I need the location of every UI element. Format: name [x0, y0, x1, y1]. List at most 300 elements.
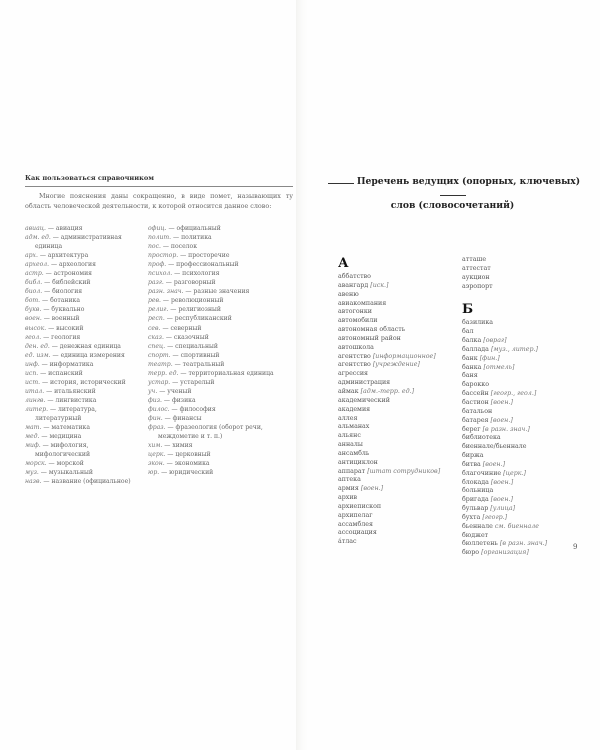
abbreviation-entry: религ. — религиозный	[148, 306, 221, 314]
abbreviation-entry: сев. — северный	[148, 324, 202, 332]
abbreviation: исп.	[25, 369, 39, 377]
abbreviation: терр. ед.	[148, 369, 179, 377]
word: бал	[462, 328, 474, 336]
word-entry	[338, 406, 463, 415]
word: аллея	[338, 414, 358, 422]
word-note: [воен.]	[360, 485, 384, 493]
abbreviation-entry: бот. — ботаника	[25, 297, 80, 305]
abbreviation-entry: простор. — просторечие	[148, 252, 230, 260]
word: автошкола	[338, 343, 374, 351]
word-entry	[338, 326, 463, 335]
word-entry	[338, 300, 463, 309]
word: агентство	[338, 361, 371, 369]
word-entry	[462, 355, 592, 364]
word-entry	[462, 523, 592, 532]
word: ансамбль	[338, 449, 370, 457]
abbreviation-meaning: музыкальный	[48, 469, 93, 477]
word-entry	[462, 434, 592, 443]
word-entry	[462, 346, 592, 355]
word-entry	[462, 470, 592, 479]
word-entry	[462, 505, 592, 514]
abbreviation: сев.	[148, 324, 161, 332]
abbreviation-entry: церк. — церковный	[148, 451, 211, 459]
abbreviation-entry: разг. — разговорный	[148, 279, 216, 287]
abbreviation: воен.	[25, 315, 42, 323]
word: ассоциация	[338, 529, 377, 537]
abbreviation-entry: авиац. — авиация	[25, 225, 83, 232]
abbreviation-meaning: военный	[51, 315, 80, 323]
abbreviation: проф.	[148, 261, 167, 269]
abbreviation-meaning: разговорный	[173, 279, 216, 287]
abbreviation-meaning: ботаника	[50, 297, 80, 305]
word-note: [геогр., геол.]	[490, 390, 537, 398]
abbreviation-entry: проф. — профессиональный	[148, 261, 239, 269]
abbreviation-meaning: психология	[182, 270, 220, 278]
word: аттестат	[462, 264, 491, 272]
word: берег	[462, 425, 481, 433]
word-entry	[338, 388, 463, 397]
abbreviation-entry: спец. — специальный	[148, 342, 218, 350]
abbreviation-meaning: археология	[59, 261, 96, 269]
word-entry	[462, 283, 592, 292]
page-number: 9	[573, 543, 578, 551]
abbreviation-meaning: библейский	[52, 279, 91, 287]
abbreviation-meaning: разные значения	[193, 288, 250, 296]
abbreviation: астр.	[25, 270, 44, 278]
word-entry	[338, 317, 463, 326]
abbreviation: простор.	[148, 252, 179, 260]
abbreviation-meaning: спортивный	[180, 351, 220, 359]
abbreviation-meaning: финансы	[172, 414, 202, 422]
abbreviation-entry: инф. — информатика	[25, 360, 94, 368]
abbreviation-entry: лингв. — лингвистика	[25, 396, 97, 404]
header-rule	[25, 186, 293, 187]
word: альянс	[338, 432, 361, 440]
word-entry	[462, 328, 592, 337]
abbreviation-entry: назв. — название (официальное)	[25, 478, 131, 486]
section-a-continued-list	[462, 256, 592, 291]
abbreviation-meaning: единица измерения	[60, 351, 125, 359]
word-entry	[338, 450, 463, 459]
word: академический	[338, 396, 390, 404]
title-line-2: слов (словосочетаний)	[390, 200, 515, 211]
word-entry	[462, 417, 592, 426]
abbreviation: миф.	[25, 442, 41, 450]
word: áтлас	[338, 538, 357, 546]
abbreviation-meaning: фразеология (оборот речи, междометие и т. п.)	[158, 424, 263, 441]
abbreviation-entry: хим. — химия	[148, 442, 193, 450]
abbreviation-meaning: математика	[51, 424, 90, 432]
abbreviation: мат.	[25, 424, 42, 432]
abbreviation: филос.	[148, 405, 170, 413]
abbreviation-meaning: денежная единица	[59, 342, 121, 350]
word: авиакомпания	[338, 299, 387, 307]
word-entry	[462, 319, 592, 328]
word: архиепископ	[338, 502, 382, 510]
abbreviation-entry: физ. — физика	[148, 396, 196, 404]
abbreviation: геол.	[25, 333, 42, 341]
word: банк	[462, 354, 478, 362]
abbreviation-entry: библ. — библейский	[25, 279, 91, 287]
abbreviation: разн. знач.	[148, 288, 184, 296]
abbreviation-entry: рев. — революционный	[148, 297, 224, 305]
word-column-2	[462, 256, 592, 558]
page-title	[315, 176, 590, 212]
word-entry	[338, 468, 463, 477]
abbreviation-meaning: экономика	[174, 460, 210, 468]
word: ассамблея	[338, 520, 373, 528]
abbreviation-meaning: испанский	[48, 369, 83, 377]
abbreviation-meaning: архитектура	[47, 252, 89, 260]
abbreviation: лингв.	[25, 396, 46, 404]
word-entry	[338, 370, 463, 379]
abbreviation-entry: ист. — история, исторический	[25, 378, 126, 386]
word-entry	[462, 381, 592, 390]
abbreviation-entry: литер. — литература, литературный	[25, 405, 97, 422]
word: банка	[462, 363, 482, 371]
word-entry	[338, 379, 463, 388]
abbreviation: биол.	[25, 288, 43, 296]
word-note: [организация]	[481, 549, 529, 557]
abbreviation-meaning: революционный	[170, 297, 224, 305]
abbreviation-meaning: поселок	[170, 243, 198, 251]
abbreviation-entry: офиц. — официальный	[148, 225, 221, 232]
word: аукцион	[462, 273, 490, 281]
word: архив	[338, 494, 358, 502]
word-entry	[462, 426, 592, 435]
word-note: [овраг]	[483, 337, 507, 345]
word-entry	[462, 399, 592, 408]
word: автономная область	[338, 326, 406, 334]
abbreviation: морск.	[25, 460, 47, 468]
word-entry	[462, 487, 592, 496]
abbreviation: арх.	[25, 252, 38, 260]
word: авеню	[338, 290, 359, 298]
word-note: [в разн. знач.]	[499, 540, 548, 548]
word-entry	[338, 273, 463, 282]
abbreviation-meaning: итальянский	[54, 387, 96, 395]
abbreviation-entry: мед. — медицина	[25, 433, 82, 441]
abbreviation-meaning: литература, литературный	[35, 405, 97, 422]
word-entry	[338, 485, 463, 494]
word-entry	[338, 476, 463, 485]
abbreviation: пос.	[148, 243, 161, 251]
word-note: [муз., литер.]	[490, 345, 538, 353]
word: бьеннале	[462, 522, 493, 530]
word-entry	[462, 479, 592, 488]
abbreviation-entry: исп. — испанский	[25, 369, 83, 377]
abbreviation-meaning: ученый	[167, 387, 192, 395]
abbreviation-entry: археол. — археология	[25, 261, 96, 269]
abbreviation-entry: фин. — финансы	[148, 414, 202, 422]
word: бульвар	[462, 505, 489, 513]
abbreviation-meaning: религиозный	[178, 306, 221, 314]
word: авангард	[338, 281, 369, 289]
abbreviation-entry: спорт. — спортивный	[148, 351, 220, 359]
abbreviation-entry: устар. — устарелый	[148, 378, 215, 386]
word: бастион	[462, 398, 489, 406]
word: блокада	[462, 478, 489, 486]
word: барокко	[462, 381, 490, 389]
word-entry	[338, 291, 463, 300]
abbreviation: адм. ед.	[25, 234, 51, 242]
abbreviation: уч.	[148, 387, 158, 395]
word: агрессия	[338, 370, 369, 378]
abbreviation-entry: полит. — политика	[148, 234, 212, 242]
word: базилика	[462, 319, 494, 327]
word: автономный район	[338, 334, 401, 342]
word-column-1	[338, 255, 463, 547]
word-entry	[338, 344, 463, 353]
word: биеннале/бьеннале	[462, 443, 527, 451]
word-entry	[338, 529, 463, 538]
word: агентство	[338, 352, 371, 360]
abbreviation-entry: мат. — математика	[25, 424, 90, 432]
word-entry	[338, 441, 463, 450]
abbreviation-meaning: геология	[51, 333, 81, 341]
abbreviations-column-1	[25, 224, 145, 486]
abbreviation-entry: пос. — поселок	[148, 243, 198, 251]
abbreviation-meaning: просторечие	[188, 252, 230, 260]
abbreviation-meaning: театральный	[182, 360, 225, 368]
abbreviation: церк.	[148, 451, 166, 459]
abbreviation-meaning: название (официальное)	[51, 478, 131, 486]
word-entry	[338, 282, 463, 291]
word-entry	[338, 538, 463, 547]
abbreviation-meaning: буквально	[51, 306, 85, 314]
word: атташе	[462, 256, 487, 263]
abbreviation: разг.	[148, 279, 164, 287]
word-entry	[338, 335, 463, 344]
abbreviation-meaning: морской	[56, 460, 84, 468]
abbreviation-entry: морск. — морской	[25, 460, 84, 468]
word-entry	[338, 521, 463, 530]
abbreviation: назв.	[25, 478, 42, 486]
abbreviation-entry: разн. знач. — разные значения	[148, 288, 250, 296]
abbreviation: литер.	[25, 405, 49, 413]
abbreviation: психол.	[148, 270, 173, 278]
abbreviation-entry: геол. — геология	[25, 333, 81, 341]
abbreviation-meaning: церковный	[175, 451, 211, 459]
word: балка	[462, 337, 482, 345]
word-entry	[462, 532, 592, 541]
abbreviation-meaning: административная единица	[35, 234, 122, 251]
section-b-list	[462, 319, 592, 558]
abbreviation-entry: филос. — философия	[148, 405, 216, 413]
abbreviation-meaning: высокий	[56, 324, 84, 332]
abbreviation-entry: муз. — музыкальный	[25, 469, 93, 477]
abbreviation-meaning: биология	[52, 288, 83, 296]
word: автогонки	[338, 308, 372, 316]
abbreviation: авиац.	[25, 225, 46, 232]
word-entry	[338, 361, 463, 370]
word-entry	[338, 397, 463, 406]
title-rule-left	[328, 183, 354, 184]
word: баллада	[462, 345, 489, 353]
abbreviation: экон.	[148, 460, 165, 468]
abbreviation-entry: биол. — биология	[25, 288, 83, 296]
word: батальон	[462, 407, 493, 415]
abbreviation: устар.	[148, 378, 171, 386]
abbreviation-entry: адм. ед. — административная единица	[25, 234, 122, 251]
word-entry	[462, 408, 592, 417]
abbreviation-meaning: информатика	[49, 360, 94, 368]
word: благочиние	[462, 469, 502, 477]
word-entry	[338, 494, 463, 503]
abbreviation: бот.	[25, 297, 41, 305]
word: аптека	[338, 476, 361, 484]
letter-heading-b: Б	[462, 302, 474, 318]
word-entry	[462, 461, 592, 470]
word: больница	[462, 487, 494, 495]
word: бюллетень	[462, 540, 498, 548]
word-entry	[462, 274, 592, 283]
abbreviation-entry: итал. — итальянский	[25, 387, 96, 395]
abbreviation-entry: букв. — буквально	[25, 306, 85, 314]
abbreviation: итал.	[25, 387, 45, 395]
word-entry	[462, 265, 592, 274]
abbreviation: полит.	[148, 234, 172, 242]
word-entry	[338, 423, 463, 432]
abbreviation: спорт.	[148, 351, 171, 359]
abbreviation-entry: арх. — архитектура	[25, 252, 89, 260]
abbreviation-meaning: химия	[172, 442, 193, 450]
abbreviation-meaning: юридический	[169, 469, 214, 477]
word-note: см. биеннале	[494, 522, 540, 530]
abbreviation: инф.	[25, 360, 40, 368]
letter-heading-a: А	[338, 256, 349, 271]
word-note: [церк.]	[503, 469, 526, 477]
abbreviation-entry: сказ. — сказочный	[148, 333, 209, 341]
word-note: [воен.]	[490, 478, 514, 486]
title-rule-right	[440, 195, 466, 196]
abbreviation-meaning: устарелый	[180, 378, 215, 386]
word: антициклон	[338, 458, 378, 466]
abbreviation-meaning: республиканский	[174, 315, 232, 323]
word-entry	[462, 514, 592, 523]
abbreviation: муз.	[25, 469, 39, 477]
word-entry	[338, 512, 463, 521]
word: бассейн	[462, 390, 489, 398]
abbreviation: библ.	[25, 279, 43, 287]
word: аэропорт	[462, 282, 493, 290]
abbreviation-meaning: авиация	[55, 225, 83, 232]
word: автомобили	[338, 317, 378, 325]
abbreviation-entry: ден. ед. — денежная единица	[25, 342, 121, 350]
intro-paragraph: Многие пояснения даны сокращенно, в виде помет, называющих ту область человеческой деятельности, к которой относится данное слово:	[25, 192, 293, 211]
abbreviation: рев.	[148, 297, 161, 305]
abbreviation: религ.	[148, 306, 169, 314]
abbreviation-entry: юр. — юридический	[148, 469, 214, 477]
word-note: [отмель]	[483, 363, 515, 371]
abbreviation-meaning: политика	[181, 234, 212, 242]
abbreviation-meaning: история, исторический	[50, 378, 126, 386]
word-entry	[462, 452, 592, 461]
word: армия	[338, 485, 359, 493]
word-entry	[338, 503, 463, 512]
word-note: [воен.]	[490, 496, 513, 504]
abbreviation: фин.	[148, 414, 163, 422]
word: бюро	[462, 549, 480, 557]
word-note: [адм.-терр. ед.]	[360, 387, 415, 395]
word: альманах	[338, 423, 370, 431]
word: бюджет	[462, 531, 489, 539]
abbreviation: букв.	[25, 306, 42, 314]
abbreviation: театр.	[148, 360, 173, 368]
abbreviation-meaning: официальный	[176, 225, 221, 232]
word: битва	[462, 460, 481, 468]
word-note: [воен.]	[482, 460, 506, 468]
abbreviation: мед.	[25, 433, 40, 441]
word: анналы	[338, 441, 363, 449]
word: бухта	[462, 513, 481, 521]
word-note: [геогр.]	[482, 513, 508, 521]
abbreviation-meaning: специальный	[175, 342, 218, 350]
title-line-1: Перечень ведущих (опорных, ключевых)	[356, 176, 581, 187]
abbreviation-entry: высок. — высокий	[25, 324, 84, 332]
abbreviation-meaning: лингвистика	[55, 396, 97, 404]
abbreviation-entry: терр. ед. — территориальная единица	[148, 369, 274, 377]
section-header: Как пользоваться справочником	[25, 174, 155, 182]
abbreviation: хим.	[148, 442, 163, 450]
word: академия	[338, 405, 371, 413]
word: архипелаг	[338, 511, 373, 519]
word: аббатство	[338, 273, 371, 280]
abbreviation-entry: экон. — экономика	[148, 460, 210, 468]
abbreviation-meaning: медицина	[49, 433, 82, 441]
word-note: [фин.]	[479, 354, 500, 362]
abbreviation-entry: респ. — республиканский	[148, 315, 232, 323]
word-entry	[338, 308, 463, 317]
abbreviation: высок.	[25, 324, 47, 332]
abbreviation-entry: воен. — военный	[25, 315, 80, 323]
abbreviation-meaning: профессиональный	[176, 261, 239, 269]
word-entry	[462, 390, 592, 399]
abbreviation-entry: театр. — театральный	[148, 360, 225, 368]
abbreviation-meaning: мифология, мифологический	[35, 442, 91, 459]
abbreviation-meaning: физика	[171, 396, 196, 404]
abbreviation: сказ.	[148, 333, 164, 341]
abbreviation-meaning: территориальная единица	[188, 369, 274, 377]
abbreviation: ист.	[25, 378, 41, 386]
abbreviation: ед. изм.	[25, 351, 51, 359]
word: аппарат	[338, 467, 366, 475]
word-entry	[338, 415, 463, 424]
abbreviation: спец.	[148, 342, 166, 350]
word: батарея	[462, 416, 489, 424]
word-entry	[338, 432, 463, 441]
word-entry	[462, 364, 592, 373]
word: администрация	[338, 379, 391, 387]
word-note: [штат сотрудников]	[367, 467, 441, 475]
word: библиотека	[462, 434, 501, 442]
abbreviation-entry: фраз. — фразеология (оборот речи, междометие и т. п.)	[148, 424, 263, 441]
word-note: [улица]	[490, 505, 516, 513]
abbreviation: ден. ед.	[25, 342, 50, 350]
word-note: [учреждение]	[372, 361, 420, 369]
abbreviation-meaning: северный	[170, 324, 202, 332]
word: баня	[462, 372, 478, 380]
word: бригада	[462, 496, 489, 504]
abbreviation-entry: психол. — психология	[148, 270, 220, 278]
abbreviation: офиц.	[148, 225, 167, 232]
abbreviation-meaning: сказочный	[173, 333, 209, 341]
abbreviation-entry: ед. изм. — единица измерения	[25, 351, 125, 359]
word-entry	[462, 256, 592, 265]
abbreviation-entry: миф. — мифология, мифологический	[25, 442, 91, 459]
abbreviations-column-2	[148, 224, 288, 477]
abbreviation: юр.	[148, 469, 160, 477]
